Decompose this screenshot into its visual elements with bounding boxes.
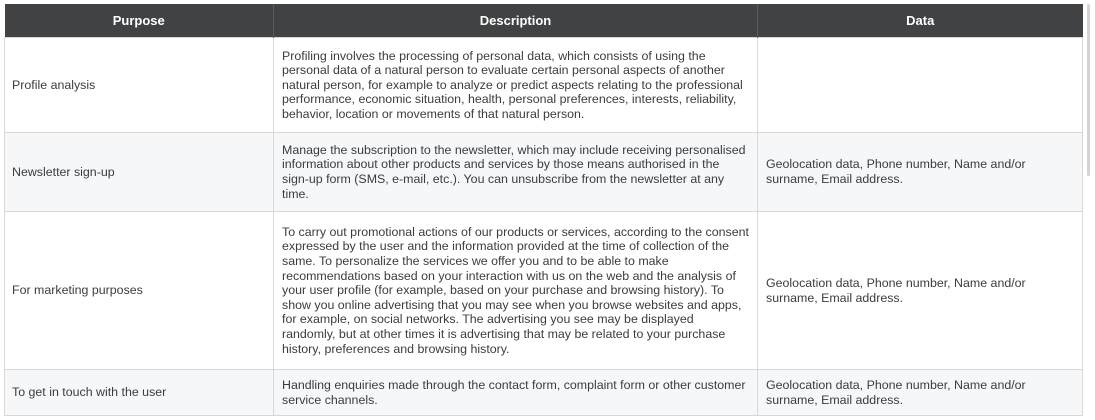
header-data: Data <box>758 4 1083 38</box>
cell-description: Profiling involves the processing of personal data, which consists of using the personal data of a natural person to evaluate certain personal aspects of another natural person, for example to analyze or predict aspects relating to the professional performance, economic situation, health, personal preferences, interests, reliability, behavior, location or movements of that natural person. <box>274 38 758 133</box>
cell-description: Manage the subscription to the newsletter, which may include receiving personalised information about other products and services by those means authorised in the sign-up form (SMS, e-mail, etc.). You can unsubscribe from the newsletter at any time. <box>274 133 758 212</box>
privacy-purposes-table-wrapper <box>4 4 1082 416</box>
table-row <box>5 133 1083 212</box>
cell-description: Handling enquiries made through the contact form, complaint form or other customer service channels. <box>274 370 758 416</box>
cell-data <box>758 38 1083 133</box>
header-description: Description <box>274 4 758 38</box>
vertical-scrollbar[interactable] <box>1087 4 1090 176</box>
privacy-purposes-table <box>4 4 1083 416</box>
table-row <box>5 38 1083 133</box>
cell-data: Geolocation data, Phone number, Name and/or surname, Email address. <box>758 370 1083 416</box>
cell-purpose: Newsletter sign-up <box>5 133 274 212</box>
table-row <box>5 370 1083 416</box>
header-purpose: Purpose <box>5 4 274 38</box>
cell-data: Geolocation data, Phone number, Name and/or surname, Email address. <box>758 212 1083 370</box>
cell-description: To carry out promotional actions of our products or services, according to the consent expressed by the user and the information provided at the time of collection of the same. To personalize the services we offer you and to be able to make recommendations based on your interaction with us on the web and the analysis of your user profile (for example, based on your purchase and browsing history). To show you online advertising that you may see when you browse websites and apps, for example, on social networks. The advertising you see may be displayed randomly, but at other times it is advertising that may be related to your purchase history, preferences and browsing history. <box>274 212 758 370</box>
cell-purpose: Profile analysis <box>5 38 274 133</box>
table-header-row <box>5 4 1083 38</box>
table-row <box>5 212 1083 370</box>
cell-data: Geolocation data, Phone number, Name and/or surname, Email address. <box>758 133 1083 212</box>
cell-purpose: To get in touch with the user <box>5 370 274 416</box>
cell-purpose: For marketing purposes <box>5 212 274 370</box>
